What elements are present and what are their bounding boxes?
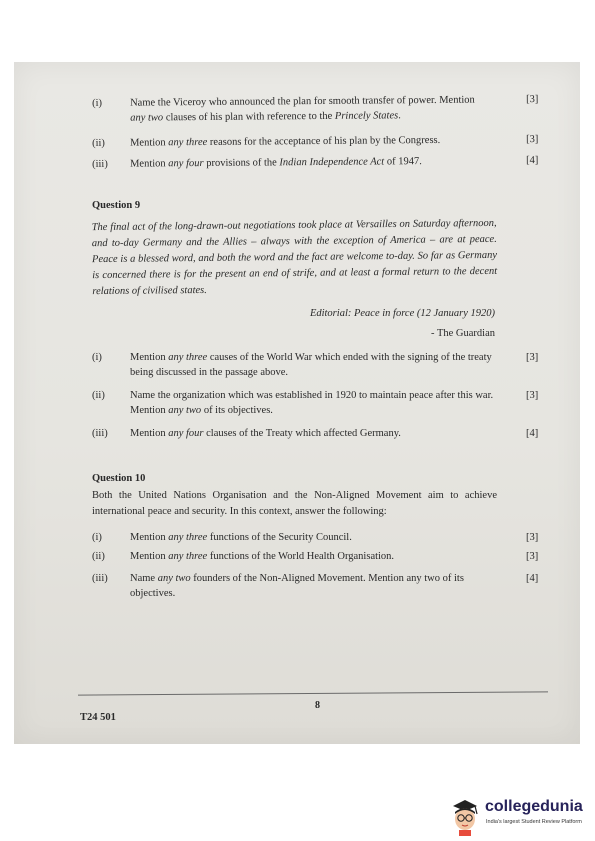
- marks: [3]: [526, 532, 539, 543]
- marks: [4]: [526, 428, 539, 439]
- logo-tagline: India's largest Student Review Platform: [486, 819, 582, 825]
- question-9-heading: Question 9: [92, 200, 141, 211]
- part-number: (iii): [92, 428, 108, 439]
- part-number: (iii): [92, 158, 108, 170]
- part-number: (i): [92, 97, 103, 109]
- part-number: (i): [92, 532, 102, 543]
- student-mascot-icon: [447, 796, 483, 836]
- marks: [3]: [526, 134, 539, 146]
- part-number: (ii): [92, 551, 105, 562]
- part-text: Mention any three causes of the World War which ended with the signing of the treaty being discussed in the passage above.: [130, 352, 492, 378]
- part-text: Mention any four clauses of the Treaty which affected Germany.: [130, 428, 401, 439]
- part-number: (ii): [92, 137, 105, 149]
- marks: [3]: [526, 352, 539, 363]
- marks: [3]: [526, 390, 539, 401]
- question-9-passage: The final act of the long-drawn-out negotiations took place at Versailles on Saturday afternoon, and to-day Germany and the Allies – always with the exception of America – are at peace. Peace is a blessed word, and both the word and the fact are welcome to-day. So far as Germany is concerned there is for the present an end of strife, and at least a formal return to the decent relations of civilised states.: [91, 217, 498, 298]
- part-number: (i): [92, 352, 102, 363]
- part-text: Mention any three functions of the Security Council.: [130, 532, 352, 543]
- marks: [4]: [526, 573, 539, 584]
- source-title: Editorial: Peace in force (12 January 1920): [309, 308, 495, 319]
- part-text: Name any two founders of the Non-Aligned Movement. Mention any two of its objectives.: [130, 573, 464, 599]
- part-number: (iii): [92, 573, 108, 584]
- marks: [3]: [526, 94, 539, 106]
- part-text: Name the organization which was established in 1920 to maintain peace after this war. Mention any two of its objectives.: [130, 390, 494, 416]
- part-text: Mention any four provisions of the Indian Independence Act of 1947.: [130, 156, 422, 170]
- part-number: (ii): [92, 390, 105, 401]
- paper-code: T24 501: [80, 712, 116, 723]
- question-10-intro: Both the United Nations Organisation and the Non-Aligned Movement aim to achieve international peace and security. In this context, answer the following:: [92, 490, 497, 517]
- marks: [4]: [526, 155, 539, 167]
- source-newspaper: - The Guardian: [431, 328, 495, 339]
- marks: [3]: [526, 551, 539, 562]
- collegedunia-logo[interactable]: [447, 796, 595, 836]
- part-text: Mention any three reasons for the acceptance of his plan by the Congress.: [130, 134, 441, 149]
- part-text: Name the Viceroy who announced the plan for smooth transfer of power. Mention any two clauses of his plan with reference to the Princely States.: [130, 94, 475, 124]
- part-text: Mention any three functions of the World Health Organisation.: [130, 551, 395, 562]
- page-number: 8: [315, 700, 320, 711]
- question-10-heading: Question 10: [92, 473, 146, 484]
- logo-wordmark: collegedunia: [485, 798, 583, 815]
